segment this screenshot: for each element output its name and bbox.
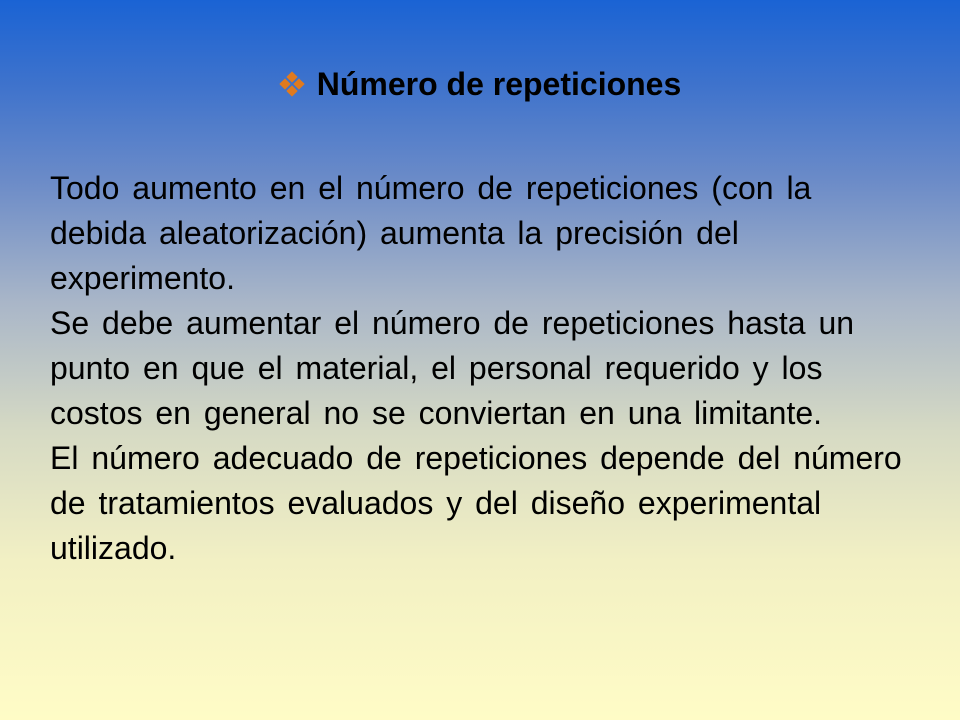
slide-title <box>0 62 960 106</box>
body-paragraph: Todo aumento en el número de repeticiones (con la debida aleatorización) aumenta la precisión del experimento. <box>50 170 812 296</box>
body-paragraph: El número adecuado de repeticiones depende del número de tratamientos evaluados y del diseño experimental utilizado. <box>50 440 902 566</box>
slide-title-text: Número de repeticiones <box>316 66 682 102</box>
body-paragraph: Se debe aumentar el número de repeticiones hasta un punto en que el material, el personal requerido y los costos en general no se conviertan en una limitante. <box>50 305 855 431</box>
four-diamond-bullet-icon <box>279 71 305 97</box>
slide-body <box>50 166 912 571</box>
